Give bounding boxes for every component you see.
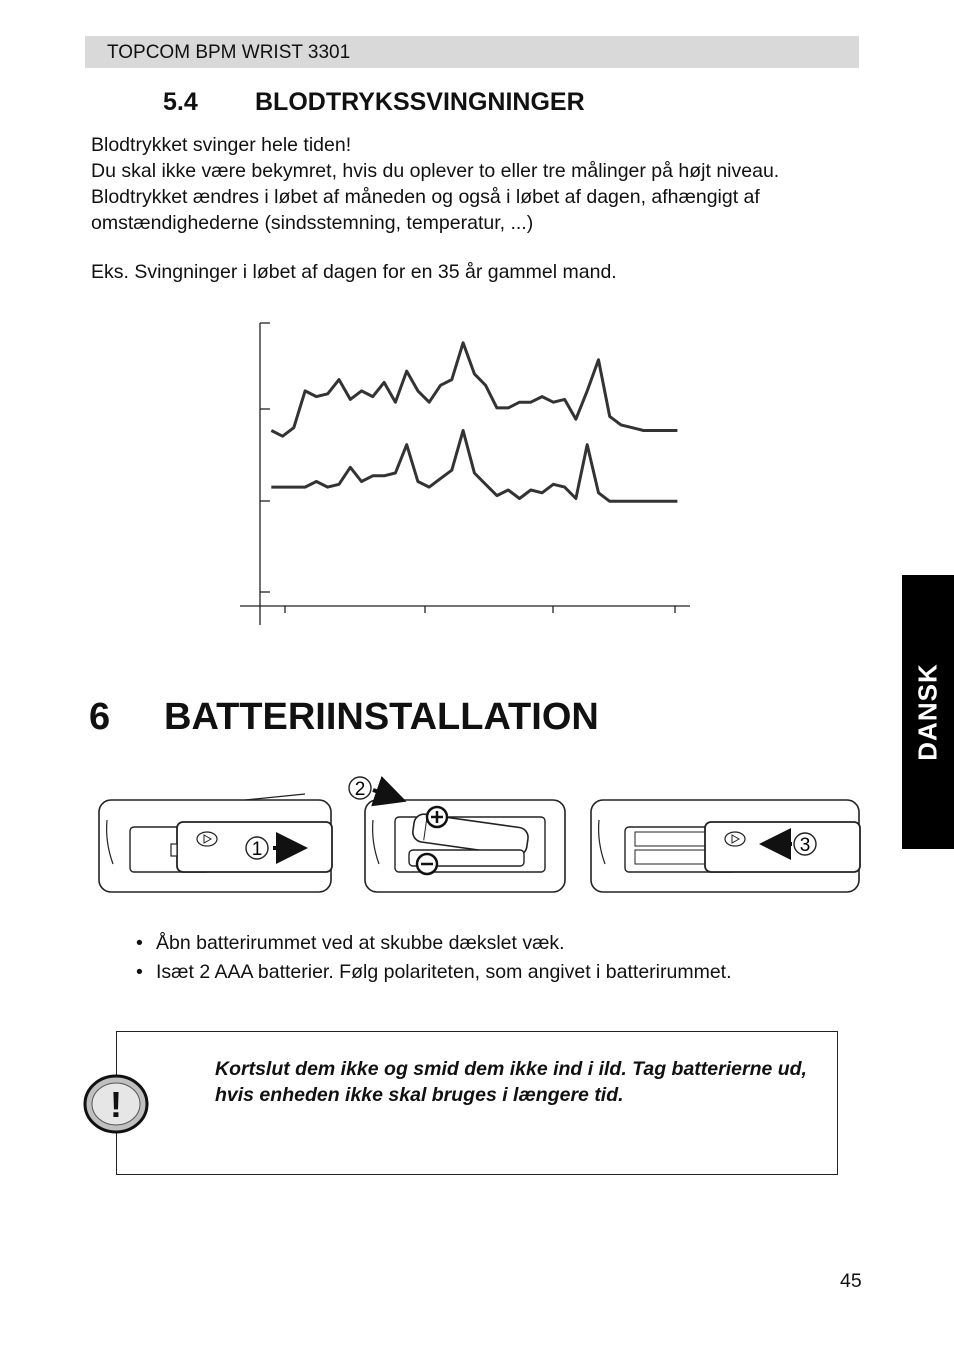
chapter-number: 6 bbox=[89, 696, 111, 738]
list-item: • Åbn batterirummet ved at skubbe dækslet væk. bbox=[136, 932, 565, 954]
blood-pressure-chart bbox=[230, 315, 710, 635]
list-item-text: Isæt 2 AAA batterier. Følg polariteten, som angivet i batterirummet. bbox=[156, 961, 732, 983]
warning-text: Kortslut dem ikke og smid dem ikke ind i ild. Tag batterierne ud, hvis enheden ikke skal bruges i længere tid. bbox=[215, 1058, 807, 1106]
systolic-line bbox=[271, 343, 677, 436]
paragraph-line: Blodtrykket ændres i løbet af måneden og også i løbet af dagen, afhængigt af bbox=[91, 186, 760, 208]
example-caption: Eks. Svingninger i løbet af dagen for en 35 år gammel mand. bbox=[91, 261, 617, 283]
paragraph-line: Du skal ikke være bekymret, hvis du oplever to eller tre målinger på højt niveau. bbox=[91, 160, 780, 182]
insert-arrow-icon bbox=[373, 790, 399, 799]
warning-icon bbox=[82, 1072, 150, 1136]
series-layer bbox=[271, 343, 677, 502]
paragraph-line: omstændighederne (sindsstemning, temperatur, ...) bbox=[91, 212, 534, 234]
instruction-list bbox=[136, 929, 732, 987]
device-insert-batteries bbox=[349, 777, 565, 892]
warning-icon-glyph: ! bbox=[110, 1084, 122, 1125]
section-number: 5.4 bbox=[163, 88, 198, 116]
product-name: TOPCOM BPM WRIST 3301 bbox=[107, 42, 351, 63]
section-title: BLODTRYKSSVINGNINGER bbox=[255, 88, 585, 116]
step-2-label: 2 bbox=[354, 779, 366, 800]
page-number: 45 bbox=[840, 1270, 862, 1292]
language-tab bbox=[902, 575, 954, 849]
chapter-title: BATTERIINSTALLATION bbox=[164, 696, 599, 738]
header-bar bbox=[85, 36, 859, 68]
step-1-label: 1 bbox=[251, 839, 263, 860]
list-item-text: Åbn batterirummet ved at skubbe dækslet væk. bbox=[156, 932, 565, 954]
battery-installation-illustration bbox=[95, 772, 870, 897]
diastolic-line bbox=[271, 431, 677, 502]
device-close-cover bbox=[591, 800, 860, 892]
list-item: • Isæt 2 AAA batterier. Følg polariteten, som angivet i batterirummet. bbox=[136, 961, 732, 983]
paragraph-line: Blodtrykket svinger hele tiden! bbox=[91, 134, 352, 156]
device-open-cover bbox=[99, 794, 332, 892]
step-3-label: 3 bbox=[799, 835, 811, 856]
section-body bbox=[91, 132, 871, 236]
language-tab-label: DANSK bbox=[912, 663, 943, 761]
